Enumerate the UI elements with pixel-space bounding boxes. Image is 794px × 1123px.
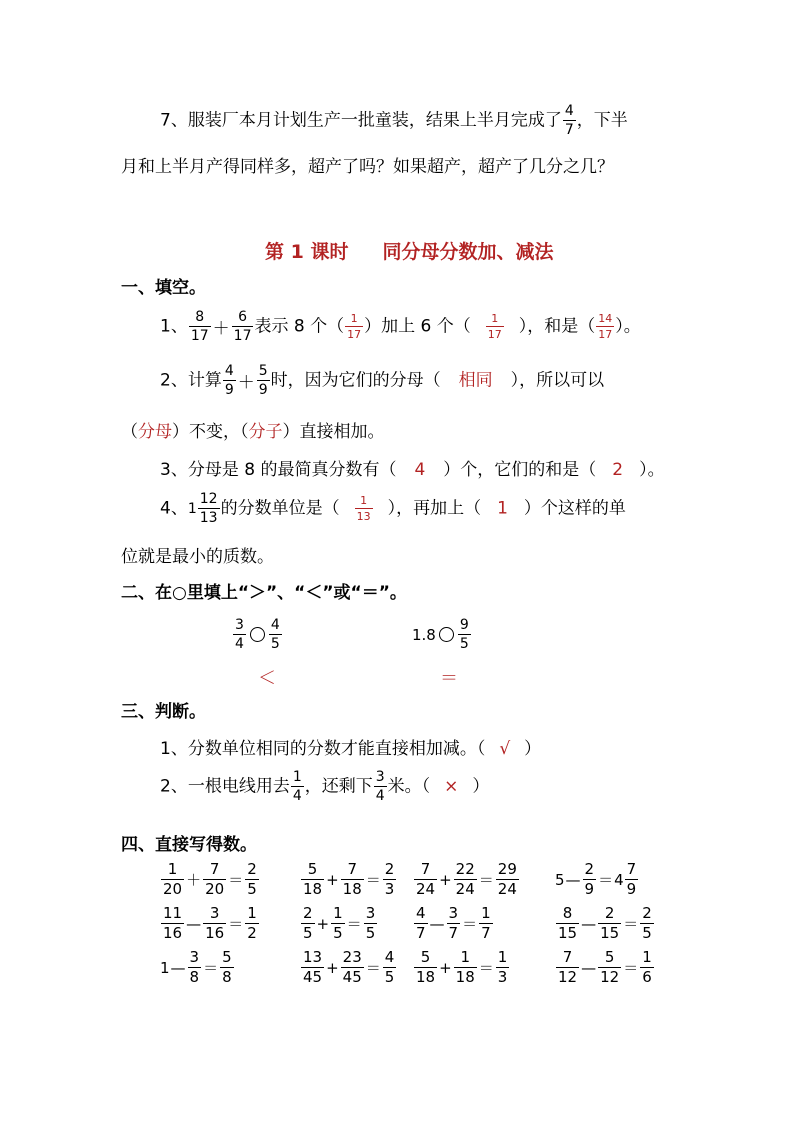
section-1-title: 一、填空。 xyxy=(121,278,206,298)
answer: $\frac{1}{13}$ xyxy=(356,494,371,523)
section-4-title: 四、直接写得数。 xyxy=(121,835,257,855)
fraction: $\frac{5}{8}$ xyxy=(222,948,232,986)
fraction: $\frac{7}{18}$ xyxy=(342,860,362,898)
fraction: $\frac{3}{16}$ xyxy=(205,904,225,942)
answer: 1 xyxy=(497,498,508,519)
fraction: $\frac{13}{45}$ xyxy=(303,948,323,986)
fraction: $\frac{1}{20}$ xyxy=(163,860,183,898)
fraction: $\frac{1}{3}$ xyxy=(497,948,508,986)
calc-item: 1— $\frac{3}{8}$ ＝ $\frac{5}{8}$ xyxy=(160,948,232,986)
compare-1: $\frac{3}{4}$ $\frac{4}{5}$ xyxy=(235,617,280,652)
fill-q1: 1、 $\frac{8}{17}$ ＋ $\frac{6}{17}$ 表示 8 个（ $\frac{1}{17}$ ）加上 6 个（ $\frac{1}{17}$ ），和是（ $\frac{14}{17}$ ）。 xyxy=(160,309,641,344)
answer: 2 xyxy=(612,460,624,480)
fraction: $\frac{2}{5}$ xyxy=(642,904,652,942)
section-3-title: 三、判断。 xyxy=(121,702,206,722)
answer: × xyxy=(444,776,459,797)
fraction: $\frac{3}{5}$ xyxy=(365,904,376,942)
compare-1-answer: ＜ xyxy=(258,668,276,689)
compare-2: 1.8 $\frac{9}{5}$ xyxy=(412,617,469,652)
calc-item: $\frac{5}{18}$ + $\frac{7}{18}$ ＝ $\frac{2}{3}$ xyxy=(303,860,395,898)
answer: 分母 xyxy=(138,422,172,442)
calc-item: $\frac{13}{45}$ + $\frac{23}{45}$ ＝ $\frac{4}{5}$ xyxy=(303,948,395,986)
fraction: $\frac{1}{7}$ xyxy=(481,904,491,942)
fraction: $\frac{4}{7}$ xyxy=(416,904,426,942)
q7-line1: 7、服装厂本月计划生产一批童装，结果上半月完成了 $\frac{4}{7}$ ，下半 xyxy=(160,103,628,138)
answer: √ xyxy=(499,739,511,759)
calc-item: $\frac{1}{20}$ ＋ $\frac{7}{20}$ ＝ $\frac{2}{5}$ xyxy=(163,860,257,898)
lesson-heading: 第 1 课时 同分母分数加、减法 xyxy=(265,241,554,263)
answer: 相同 xyxy=(458,370,493,391)
fraction: $\frac{1}{5}$ xyxy=(333,904,343,942)
fraction: $\frac{5}{18}$ xyxy=(416,948,436,986)
fill-q2: 2、计算 $\frac{4}{9}$ ＋ $\frac{5}{9}$ 时，因为它们的分母（ 相同 ），所以可以 xyxy=(160,363,605,398)
answer: 分子 xyxy=(248,422,283,442)
q7-fraction: $\frac{4}{7}$ xyxy=(564,103,574,138)
answer: $\frac{14}{17}$ xyxy=(598,312,613,341)
fill-q2-line2: （分母）不变，（分子）直接相加。 xyxy=(121,422,385,442)
fraction: $\frac{1}{18}$ xyxy=(455,948,475,986)
fraction: $\frac{7}{12}$ xyxy=(558,948,578,986)
fraction: $\frac{7}{20}$ xyxy=(205,860,225,898)
fraction: $\frac{8}{15}$ xyxy=(558,904,578,942)
calc-item: $\frac{2}{5}$ + $\frac{1}{5}$ ＝ $\frac{3}{5}$ xyxy=(303,904,376,942)
calc-item: $\frac{4}{7}$ — $\frac{3}{7}$ ＝ $\frac{1}{7}$ xyxy=(416,904,491,942)
fill-q3: 3、分母是 8 的最简真分数有（ 4 ）个，它们的和是（ 2 ）。 xyxy=(160,460,665,480)
compare-circle xyxy=(439,627,454,642)
answer: $\frac{1}{17}$ xyxy=(347,312,362,341)
fraction: $\frac{1}{6}$ xyxy=(642,948,652,986)
fraction: $\frac{5}{18}$ xyxy=(303,860,323,898)
fraction: $\frac{3}{7}$ xyxy=(448,904,459,942)
fraction: $\frac{22}{24}$ xyxy=(455,860,475,898)
q7-line2: 月和上半月产得同样多，超产了吗？如果超产，超产了几分之几？ xyxy=(121,157,614,177)
fraction: $\frac{23}{45}$ xyxy=(342,948,362,986)
fraction: $\frac{2}{9}$ xyxy=(584,860,595,898)
calc-item: $\frac{7}{12}$ — $\frac{5}{12}$ ＝ $\frac{1}{6}$ xyxy=(558,948,652,986)
fraction: $\frac{2}{15}$ xyxy=(600,904,620,942)
calc-item: $\frac{5}{18}$ + $\frac{1}{18}$ ＝ $\frac{1}{3}$ xyxy=(416,948,508,986)
fraction: $\frac{1}{2}$ xyxy=(247,904,257,942)
fraction: $\frac{3}{8}$ xyxy=(189,948,200,986)
fraction: $\frac{5}{12}$ xyxy=(600,948,620,986)
calc-item: 5— $\frac{2}{9}$ ＝4 $\frac{7}{9}$ xyxy=(555,860,637,898)
fraction: $\frac{29}{24}$ xyxy=(497,860,517,898)
answer: 4 xyxy=(414,460,426,480)
fraction: $\frac{7}{24}$ xyxy=(416,860,436,898)
compare-circle xyxy=(250,627,265,642)
fraction: $\frac{2}{5}$ xyxy=(247,860,257,898)
fraction: $\frac{4}{5}$ xyxy=(384,948,395,986)
fill-q4-line2: 位就是最小的质数。 xyxy=(121,547,274,567)
judge-2: 2、一根电线用去 $\frac{1}{4}$ ，还剩下 $\frac{3}{4}$ 米。（ × ） xyxy=(160,769,490,804)
fraction: $\frac{2}{5}$ xyxy=(303,904,313,942)
calc-item: $\frac{11}{16}$ — $\frac{3}{16}$ ＝ $\frac{1}{2}$ xyxy=(163,904,257,942)
fraction: $\frac{7}{9}$ xyxy=(626,860,637,898)
fill-q4: 4、1 $\frac{12}{13}$ 的分数单位是（ $\frac{1}{13}$ ），再加上（ 1 ）个这样的单 xyxy=(160,491,626,526)
calc-item: $\frac{8}{15}$ — $\frac{2}{15}$ ＝ $\frac{2}{5}$ xyxy=(558,904,652,942)
section-2-title: 二、在○里填上“＞”、“＜”或“＝”。 xyxy=(121,583,407,603)
calc-item: $\frac{7}{24}$ + $\frac{22}{24}$ ＝ $\frac{29}{24}$ xyxy=(416,860,517,898)
judge-1: 1、分数单位相同的分数才能直接相加减。（ √ ） xyxy=(160,739,542,759)
answer: $\frac{1}{17}$ xyxy=(487,312,502,341)
compare-2-answer: ＝ xyxy=(440,668,458,689)
fraction: $\frac{2}{3}$ xyxy=(384,860,395,898)
fraction: $\frac{11}{16}$ xyxy=(163,904,183,942)
